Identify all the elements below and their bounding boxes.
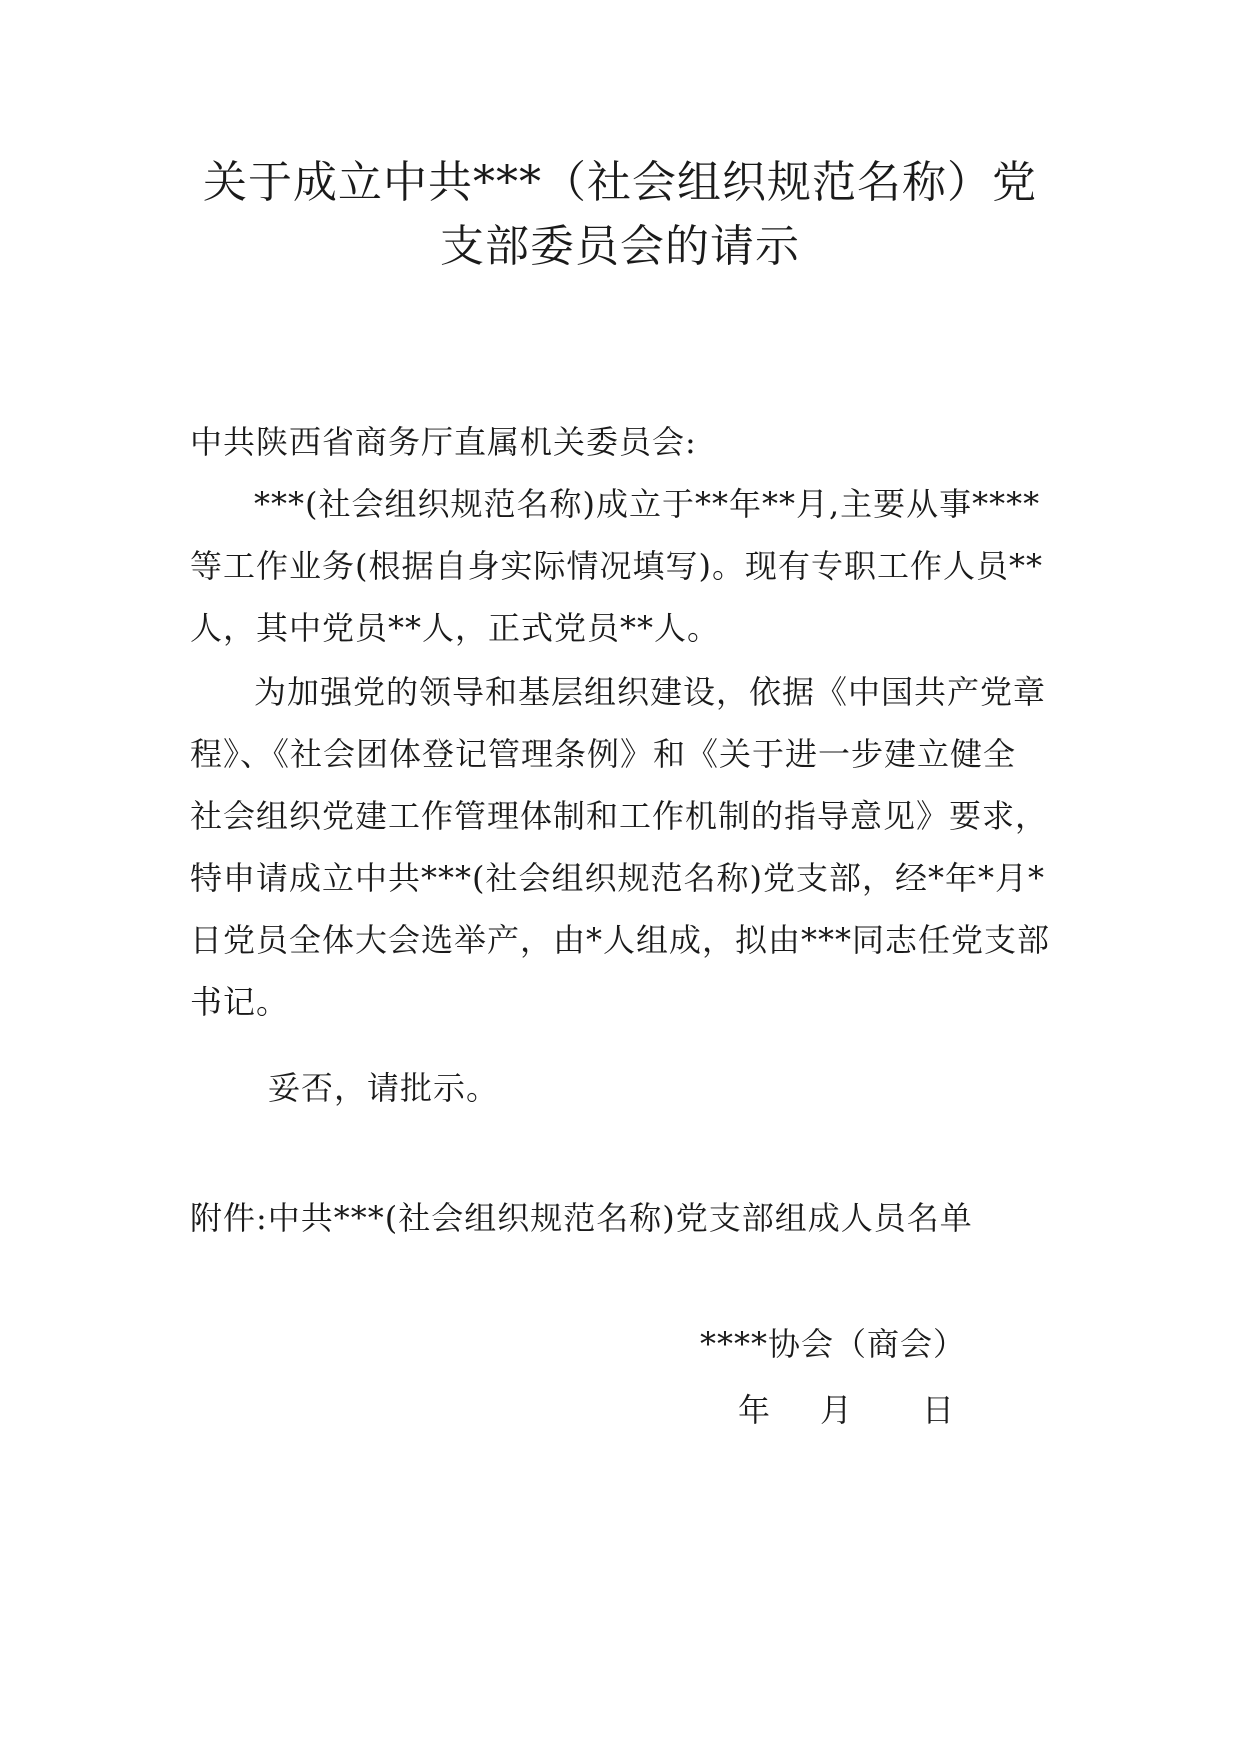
attachment-note: 附件:中共***(社会组织规范名称)党支部组成人员名单 <box>190 1199 973 1237</box>
paragraph-1-line-1: ***(社会组织规范名称)成立于**年**月,主要从事**** <box>254 485 1041 523</box>
signature-organization: ****协会（商会） <box>700 1325 967 1363</box>
date-year: 年 <box>738 1391 772 1429</box>
paragraph-2-line-5: 日党员全体大会选举产，由*人组成，拟由***同志任党支部 <box>190 921 1051 959</box>
closing-remark: 妥否，请批示。 <box>268 1069 500 1107</box>
paragraph-2-line-6: 书记。 <box>190 983 290 1021</box>
date-day: 日 <box>922 1391 956 1429</box>
document-title-line-1: 关于成立中共***（社会组织规范名称）党 <box>203 157 1037 208</box>
paragraph-1-line-2: 等工作业务(根据自身实际情况填写)。现有专职工作人员** <box>190 547 1043 585</box>
paragraph-1-line-3: 人，其中党员**人，正式党员**人。 <box>190 609 721 647</box>
document-title-line-2: 支部委员会的请示 <box>440 221 800 272</box>
paragraph-2-line-4: 特申请成立中共***(社会组织规范名称)党支部，经*年*月* <box>190 859 1045 897</box>
paragraph-2-line-2: 程》、《社会团体登记管理条例》和《关于进一步建立健全 <box>190 735 1017 773</box>
paragraph-2-line-1: 为加强党的领导和基层组织建设，依据《中国共产党章 <box>254 673 1047 711</box>
salutation: 中共陕西省商务厅直属机关委员会: <box>190 423 697 461</box>
paragraph-2-line-3: 社会组织党建工作管理体制和工作机制的指导意见》要求， <box>190 797 1049 835</box>
date-month: 月 <box>820 1391 854 1429</box>
